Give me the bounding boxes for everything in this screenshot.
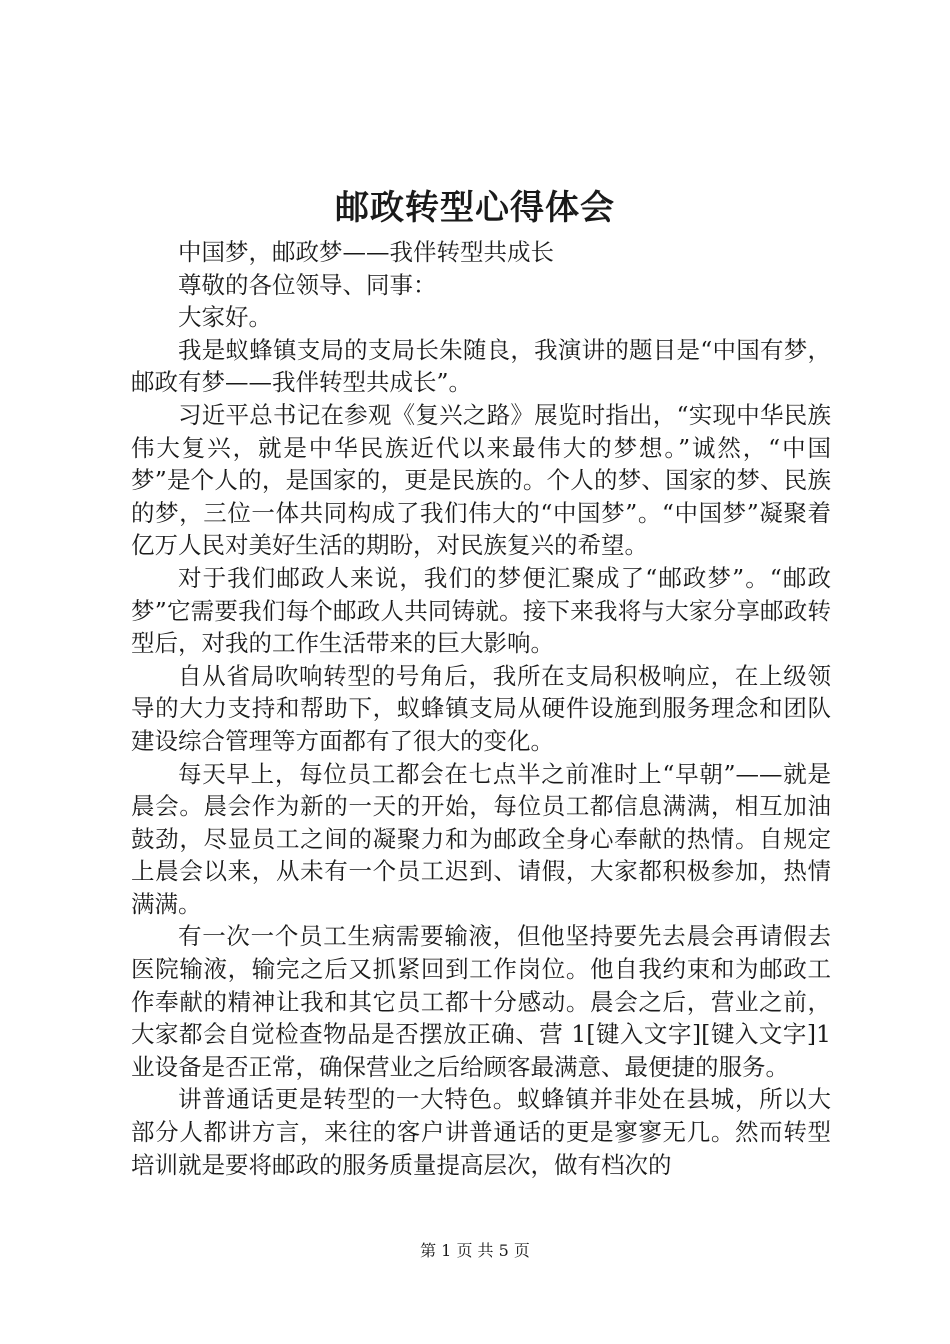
paragraph: 有一次一个员工生病需要输液，但他坚持要先去晨会再请假去医院输液，输完之后又抓紧回到工作岗位。他自我约束和为邮政工作奉献的精神让我和其它员工都十分感动。晨会之后，营业之前，大家都会自觉检查物品是否摆放正确、营 1[键入文字][键入文字]1 业设备是否正常，确保营业之后给顾客最满意、最便捷的服务。	[131, 922, 831, 1081]
paragraph: 我是蚁蜂镇支局的支局长朱随良，我演讲的题目是“中国有梦，邮政有梦——我伴转型共成长”。	[131, 335, 831, 397]
paragraph: 自从省局吹响转型的号角后，我所在支局积极响应，在上级领导的大力支持和帮助下，蚁蜂镇支局从硬件设施到服务理念和团队建设综合管理等方面都有了很大的变化。	[131, 661, 831, 755]
paragraph: 讲普通话更是转型的一大特色。蚁蜂镇并非处在县城，所以大部分人都讲方言，来往的客户讲普通话的更是寥寥无几。然而转型培训就是要将邮政的服务质量提高层次，做有档次的	[131, 1085, 831, 1179]
paragraph-greeting: 大家好。	[178, 303, 272, 332]
paragraph-salutation: 尊敬的各位领导、同事：	[178, 270, 437, 299]
page-footer: 第 1 页 共 5 页	[420, 1241, 530, 1260]
paragraph: 习近平总书记在参观《复兴之路》展览时指出，“实现中华民族伟大复兴，就是中华民族近代以来最伟大的梦想。”诚然，“中国梦”是个人的，是国家的，更是民族的。个人的梦、国家的梦、民族的梦，三位一体共同构成了我们伟大的“中国梦”。“中国梦”凝聚着亿万人民对美好生活的期盼，对民族复兴的希望。	[131, 400, 831, 560]
paragraph: 每天早上，每位员工都会在七点半之前准时上“早朝”——就是晨会。晨会作为新的一天的开始，每位员工都信息满满，相互加油鼓劲，尽显员工之间的凝聚力和为邮政全身心奉献的热情。自规定上晨会以来，从未有一个员工迟到、请假，大家都积极参加，热情满满。	[131, 759, 831, 918]
paragraph: 对于我们邮政人来说，我们的梦便汇聚成了“邮政梦”。“邮政梦”它需要我们每个邮政人共同铸就。接下来我将与大家分享邮政转型后，对我的工作生活带来的巨大影响。	[131, 563, 831, 658]
paragraph-subtitle: 中国梦，邮政梦——我伴转型共成长	[178, 238, 554, 266]
document-body	[131, 236, 831, 1181]
document-title: 邮政转型心得体会	[335, 188, 615, 228]
